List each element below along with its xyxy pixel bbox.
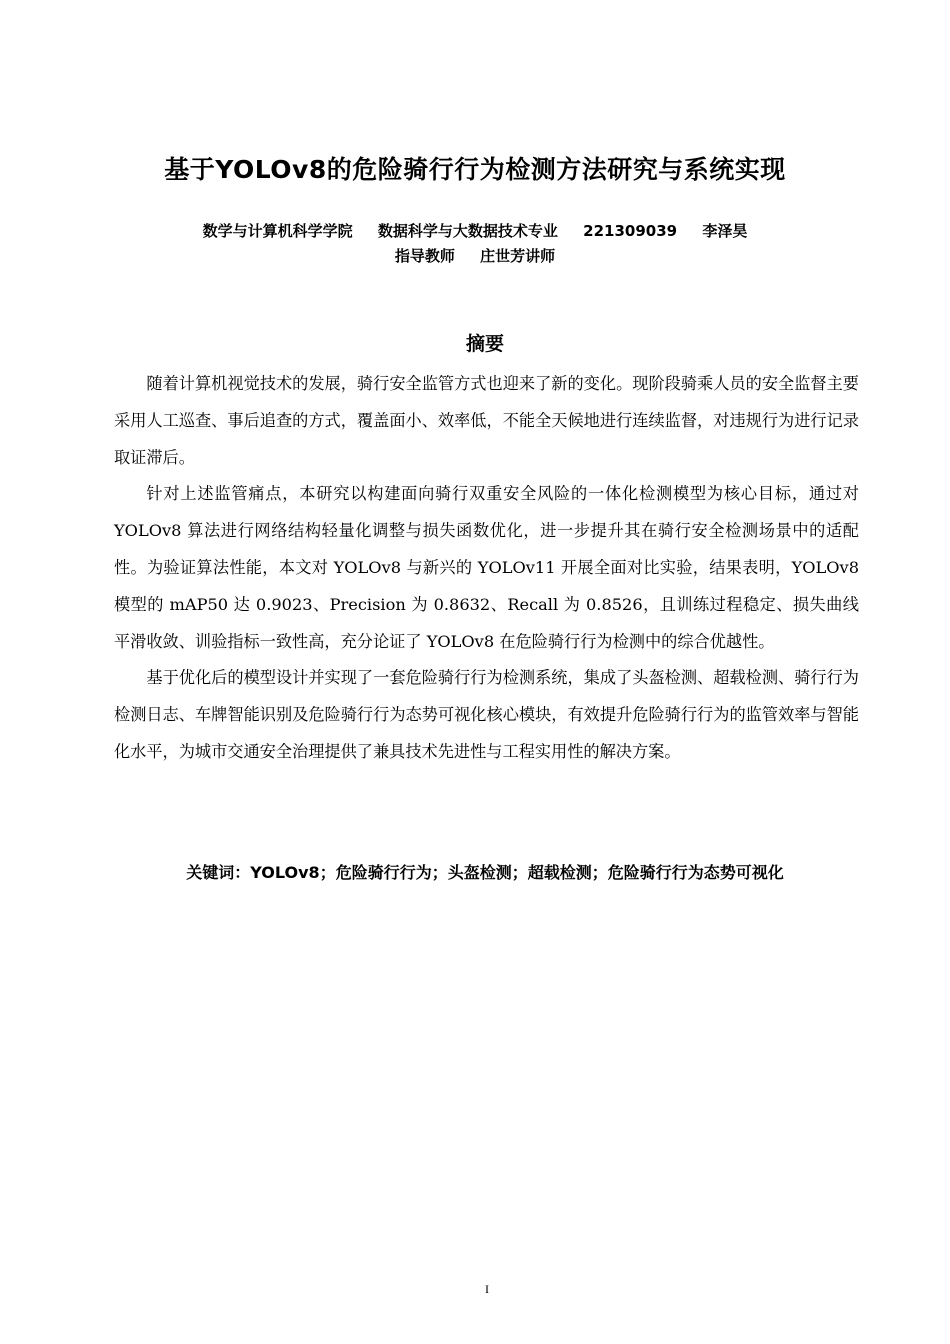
abstract-paragraph: 针对上述监管痛点，本研究以构建面向骑行双重安全风险的一体化检测模型为核心目标，通过对 YOLOv8 算法进行网络结构轻量化调整与损失函数优化，进一步提升其在骑行安全检测场景中的适配性。为验证算法性能，本文对 YOLOv8 与新兴的 YOLOv11 开展全面对比实验，结果表明，YOLOv8 模型的 mAP50 达 0.9023、Precision 为 0.8632、Recall 为 0.8526，且训练过程稳定、损失曲线平滑收敛、训验指标一致性高，充分论证了 YOLOv8 在危险骑行行为检测中的综合优越性。 [114,484,859,651]
abstract-paragraph: 随着计算机视觉技术的发展，骑行安全监管方式也迎来了新的变化。现阶段骑乘人员的安全监督主要采用人工巡查、事后追查的方式，覆盖面小、效率低，不能全天候地进行连续监督，对违规行为进行记录取证滞后。 [114,374,859,467]
advisor-info [60,245,890,266]
page-number: I [485,1282,489,1296]
author-major: 数据科学与大数据技术专业 [377,222,558,240]
author-name: 李泽昊 [702,222,748,240]
author-student-id: 221309039 [583,222,678,240]
abstract-paragraph: 基于优化后的模型设计并实现了一套危险骑行行为检测系统，集成了头盔检测、超载检测、骑行行为检测日志、车牌智能识别及危险骑行行为态势可视化核心模块，有效提升危险骑行行为的监管效率与智能化水平，为城市交通安全治理提供了兼具技术先进性与工程实用性的解决方案。 [114,668,859,761]
abstract-heading: 摘要 [465,333,504,355]
paper-title: 基于YOLOv8的危险骑行行为检测方法研究与系统实现 [164,155,786,184]
keywords: 关键词：YOLOv8；危险骑行行为；头盔检测；超载检测；危险骑行行为态势可视化 [186,863,784,882]
abstract-body [114,366,859,771]
advisor-name: 庄世芳讲师 [480,247,556,265]
author-school: 数学与计算机科学学院 [202,222,353,240]
advisor-label: 指导教师 [394,247,455,265]
author-info [60,220,890,241]
